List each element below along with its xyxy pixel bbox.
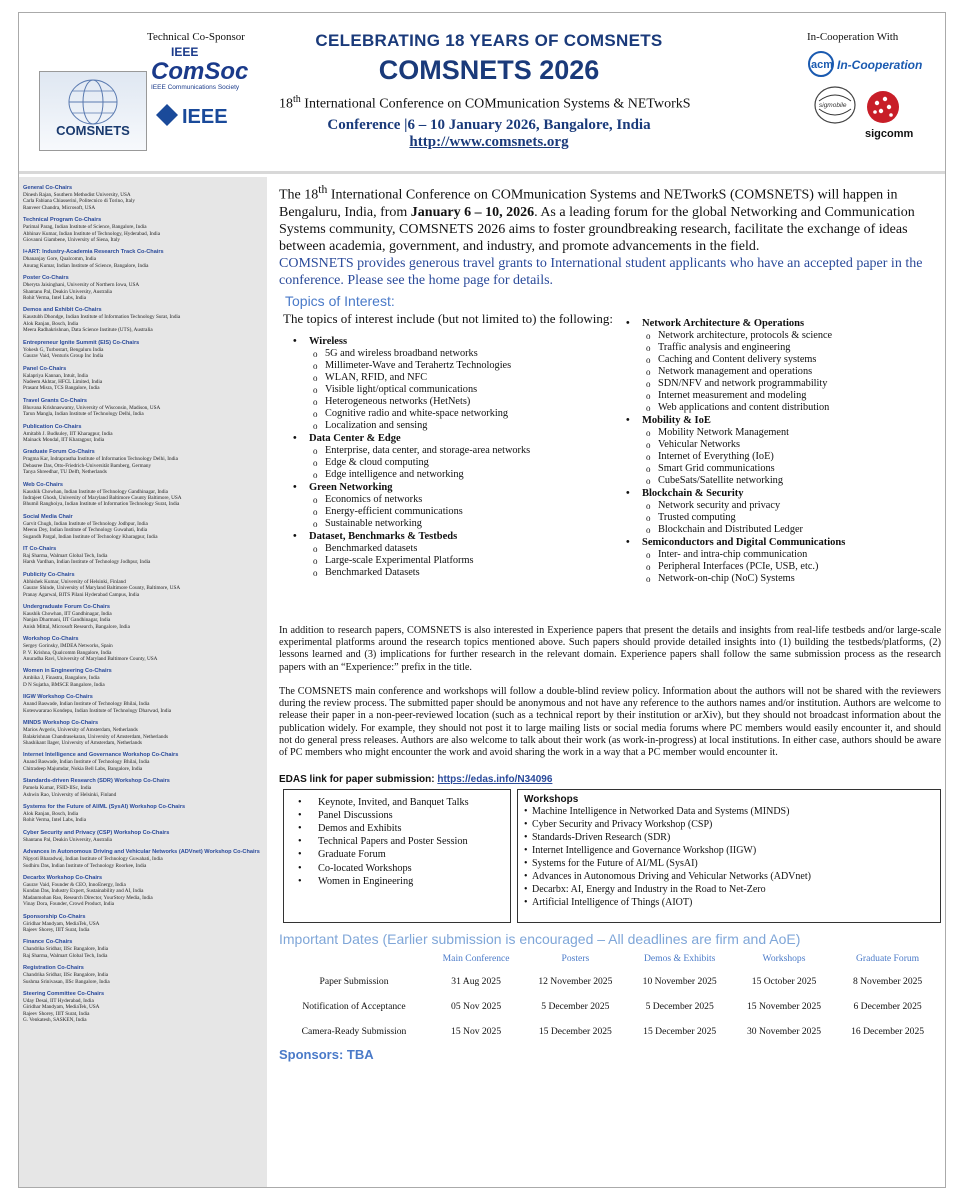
flyer-page xyxy=(18,12,946,1188)
topic-item: o Network security and privacy xyxy=(624,500,944,512)
committee-member: Garvit Chugh, Indian Institute of Technology Jodhpur, India xyxy=(23,520,148,527)
dates-cell: 15 October 2025 xyxy=(751,975,817,987)
topic-item: o WLAN, RFID, and NFC xyxy=(291,372,631,384)
committee-member: Raj Sharma, Walmart Global Tech, India xyxy=(23,952,108,959)
dates-cell: 15 December 2025 xyxy=(538,1025,612,1037)
dates-column-header: Workshops xyxy=(762,952,806,964)
committee-member: Kaushik Chowhan, Indian Institute of Technology Gandhinagar, India xyxy=(23,488,168,495)
committee-member: Amitabh J. Budkuley, IIT Kharagpur, India xyxy=(23,430,113,437)
topic-item: o Internet of Everything (IoE) xyxy=(624,451,944,463)
topic-category: • Green Networking xyxy=(291,481,631,494)
committee-title: Registration Co-Chairs xyxy=(23,965,84,972)
topic-item: o Benchmarked Datasets xyxy=(291,567,631,579)
workshop-item: • Cyber Security and Privacy Workshop (CSP) xyxy=(524,818,940,831)
edas-line xyxy=(279,774,941,785)
committee-member: Pranay Agarwal, BITS Pilani Hyderabad Campus, India xyxy=(23,591,140,598)
committee-member: Yokesh G, Turbostart, Bengaluru India xyxy=(23,346,104,353)
header-divider xyxy=(19,171,946,174)
review-policy-paragraph: The COMSNETS main conference and workshops will follow a double-blind review policy. Information about the authors will not be shared with the reviewers during the review process. The submitted paper should be anonymous and not have any reference to the authors names and/or institution. Authors are welcome to release their paper in a non-peer-reviewed location (such as a technical report by their institution or arXiv), but they should not broadcast information about the publication widely. For example, they should not post it to large mailing lists or social media forums where PC members would easily encounter it, and should not do general press releases. Authors are also welcome to talk about their work (as work-in-progress) at local institutions. In either case, authors should be aware of PC members who might encounter the work and avoid sharing the work in a way that a PC member would encounter it. xyxy=(279,685,941,759)
acm-logo-text: acm xyxy=(811,59,834,71)
committee-group xyxy=(23,778,267,798)
committee-title: Systems for the Future of AI/ML (SysAI) Workshop Co-Chairs xyxy=(23,803,186,810)
committee-title: Entrepreneur Ignite Summit (EIS) Co-Chairs xyxy=(23,339,140,346)
intro-edition-sup: th xyxy=(318,183,328,196)
committee-group xyxy=(23,185,267,211)
committee-title: Publication Co-Chairs xyxy=(23,423,82,430)
committee-title: Decarbx Workshop Co-Chairs xyxy=(23,874,103,881)
topics-heading: Topics of Interest: xyxy=(285,292,395,309)
incoop-label: In-Cooperation With xyxy=(807,31,899,43)
workshop-item: • Decarbx: AI, Energy and Industry in the Road to Net-Zero xyxy=(524,883,940,896)
committee-title: Workshop Co-Chairs xyxy=(23,636,79,643)
dates-column-header: Posters xyxy=(561,952,590,964)
committee-group xyxy=(23,572,267,598)
topic-item: o Visible light/optical communications xyxy=(291,384,631,396)
committee-group xyxy=(23,991,267,1024)
committee-member: Shantanu Pal, Deakin University, Australia xyxy=(23,288,112,295)
dates-cell: 05 Nov 2025 xyxy=(451,1000,502,1012)
committee-group xyxy=(23,804,267,824)
committee-member: G. Venkatesh, SASKEN, India xyxy=(23,1017,87,1024)
committee-group xyxy=(23,720,267,746)
intro-dates: January 6 – 10, 2026 xyxy=(410,204,535,220)
committee-group xyxy=(23,249,267,269)
committee-group xyxy=(23,668,267,688)
committee-group xyxy=(23,914,267,934)
full-name-text: International Conference on COMmunication Systems & NETworkS xyxy=(304,96,691,112)
conference-url-link[interactable]: http://www.comsnets.org xyxy=(409,133,569,150)
topic-item: o Smart Grid communications xyxy=(624,463,944,475)
comsoc-ieee-text: IEEE xyxy=(171,45,199,59)
topic-item: o Network-on-chip (NoC) Systems xyxy=(624,573,944,585)
committee-title: IIGW Workshop Co-Chairs xyxy=(23,694,93,701)
committee-member: Parimal Parag, Indian Institute of Science, Bangalore, India xyxy=(23,224,147,231)
dates-cell: 5 December 2025 xyxy=(645,1000,714,1012)
sigcomm-logo-text: sigcomm xyxy=(865,128,914,140)
comsoc-name-text: ComSoc xyxy=(151,58,249,85)
committee-member: Gaurav Vaid, Founder & CEO, InnoEnergy, India xyxy=(23,881,126,888)
committee-member: Giridhar Mandyam, MediaTek, USA xyxy=(23,1004,100,1011)
committee-group xyxy=(23,546,267,566)
topics-subheading: The topics of interest include (but not limited to) the following: xyxy=(283,310,613,326)
dates-column-header: Main Conference xyxy=(442,952,510,964)
committee-member: Gaurav Shinde, University of Maryland Baltimore County, Baltimore, USA xyxy=(23,585,181,592)
committee-member: Anish Mittal, Microsoft Research, Bangalore, India xyxy=(23,623,130,630)
topic-item: o Millimeter-Wave and Terahertz Technologies xyxy=(291,360,631,372)
dates-row-label: Notification of Acceptance xyxy=(302,1000,406,1012)
committee-member: Pamela Kumar, FSID-IISc, India xyxy=(23,785,92,792)
committee-title: IT Co-Chairs xyxy=(23,546,57,552)
ieee-comsoc-logo xyxy=(149,45,259,93)
committee-member: Ranveer Chandra, Microsoft, USA xyxy=(23,204,96,211)
committee-group xyxy=(23,398,267,418)
committee-member: Anand Baswade, Indian Institute of Technology Bhilai, India xyxy=(23,759,150,766)
workshop-item: • Artificial Intelligence of Things (AIOT) xyxy=(524,896,940,909)
committee-group xyxy=(23,694,267,714)
committee-title: Graduate Forum Co-Chairs xyxy=(23,449,95,456)
sponsors-line: Sponsors: TBA xyxy=(279,1046,374,1062)
important-dates-table xyxy=(279,951,939,1051)
celebrating-banner: CELEBRATING 18 YEARS OF COMSNETS xyxy=(315,31,663,50)
committee-title: Social Media Chair xyxy=(23,513,73,520)
committee-member: Nadeem Akhtar, HFCL Limited, India xyxy=(23,378,103,385)
committee-group xyxy=(23,636,267,662)
event-item: • Panel Discussions xyxy=(294,809,510,822)
committee-member: Balakrishnan Chandrasekaran, University of Amsterdam, Netherlands xyxy=(23,733,169,740)
committee-member: Nanjan Dharmani, IIT Gandhinagar, India xyxy=(23,617,111,624)
intro-edition: 18 xyxy=(304,187,319,203)
committee-title: Women in Engineering Co-Chairs xyxy=(23,668,112,675)
dates-row xyxy=(279,976,939,1001)
committee-member: Anurag Kumar, Indian Institute of Science, Bangalore, India xyxy=(23,262,149,269)
dates-header-row xyxy=(279,951,939,976)
topic-category: • Wireless xyxy=(291,335,631,348)
topic-item: o Edge & cloud computing xyxy=(291,457,631,469)
conference-dates: Conference |6 – 10 January 2026, Bangalore, India xyxy=(327,116,651,133)
committee-member: Alok Ranjan, Bosch, India xyxy=(23,320,79,327)
committee-group xyxy=(23,514,267,540)
committee-member: Mainack Mondal, IIT Kharagpur, India xyxy=(23,436,105,443)
dates-cell: 15 Nov 2025 xyxy=(451,1025,502,1037)
header-center xyxy=(269,31,709,151)
committee-member: Kundan Das, Industry Expert, Sustainability and AI, India xyxy=(23,888,144,895)
committee-group xyxy=(23,307,267,333)
committee-member: Meera Radhakrishnan, Data Science Institute (UTS), Australia xyxy=(23,327,153,334)
conference-full-name xyxy=(279,94,709,113)
workshop-item: • Standards-Driven Research (SDR) xyxy=(524,831,940,844)
topic-item: o Heterogeneous networks (HetNets) xyxy=(291,396,631,408)
topic-item: o Sustainable networking xyxy=(291,518,631,530)
committee-title: Sponsorship Co-Chairs xyxy=(23,913,86,920)
intro-text-b: International Conference on COMmunication Systems and NETworkS (COMSNETS) will happen in Bengaluru, India, from xyxy=(279,187,898,220)
program-boxes xyxy=(279,789,941,927)
committee-group xyxy=(23,849,267,869)
committee-title: General Co-Chairs xyxy=(23,185,73,191)
dates-cell: 15 December 2025 xyxy=(643,1025,717,1037)
committee-member: Pragma Kar, Indraprastha Institute of Information Technology Delhi, India xyxy=(23,456,178,463)
committee-title: Demos and Exhibit Co-Chairs xyxy=(23,307,102,314)
topic-item: o Cognitive radio and white-space networking xyxy=(291,408,631,420)
sigmobile-logo-text: sigmobile xyxy=(819,102,847,109)
committee-member: Dheryta Jaisinghani, University of Northern Iowa, USA xyxy=(23,282,140,289)
event-item: • Women in Engineering xyxy=(294,875,510,888)
committee-member: Rajeev Shorey, IIIT Surat, India xyxy=(23,927,90,933)
topic-item: o Blockchain and Distributed Ledger xyxy=(624,524,944,536)
committee-member: Rohit Verma, Intel Labs, India xyxy=(23,295,87,302)
committee-member: D N Sujatha, BMSCE Bangalore, India xyxy=(23,681,105,688)
dates-cell: 6 December 2025 xyxy=(853,1000,922,1012)
dates-column-header: Demos & Exhibits xyxy=(643,952,716,964)
committee-title: Finance Co-Chairs xyxy=(23,939,73,946)
committee-group xyxy=(23,830,267,843)
committee-title: Internet Intelligence and Governance Workshop Co-Chairs xyxy=(23,752,179,759)
workshops-box xyxy=(517,789,941,923)
events-box xyxy=(283,789,511,923)
committee-member: Abhinav Kumar, Indian Institute of Technology, Hyderabad, India xyxy=(23,230,161,237)
dates-cell: 5 December 2025 xyxy=(541,1000,610,1012)
workshop-item: • Systems for the Future of AI/ML (SysAI) xyxy=(524,857,940,870)
topic-category: • Semiconductors and Digital Communications xyxy=(624,536,944,549)
committee-title: Panel Co-Chairs xyxy=(23,365,67,372)
topic-item: o Mobility Network Management xyxy=(624,427,944,439)
topic-category: • Dataset, Benchmarks & Testbeds xyxy=(291,530,631,543)
committee-group xyxy=(23,965,267,985)
topic-item: o Traffic analysis and engineering xyxy=(624,342,944,354)
committee-member: Sugandh Pargal, Indian Institute of Technology Kharagpur, India xyxy=(23,533,158,540)
event-item: • Demos and Exhibits xyxy=(294,822,510,835)
committee-member: Bhuvana Krishnaswamy, University of Wisconsin, Madison, USA xyxy=(23,404,161,411)
acm-incoop-text: In-Cooperation xyxy=(837,58,923,72)
committee-member: Anand Baswade, Indian Institute of Technology Bhilai, India xyxy=(23,701,150,708)
committee-member: Marios Avgeris, University of Amsterdam, Netherlands xyxy=(23,727,138,734)
committee-group xyxy=(23,482,267,508)
committee-member: Raj Sharma, Walmart Global Tech, India xyxy=(23,553,108,559)
committee-title: Travel Grants Co-Chairs xyxy=(23,397,88,404)
committee-group xyxy=(23,449,267,475)
committee-title: Advances in Autonomous Driving and Vehicular Networks (ADVnet) Workshop Co-Chairs xyxy=(23,849,260,856)
dates-cell: 31 Aug 2025 xyxy=(451,975,501,987)
committee-title: I+ART: Industry-Academia Research Track Co-Chairs xyxy=(23,249,164,256)
sigcomm-logo xyxy=(855,85,915,141)
committee-member: Dinesh Rajan, Southern Methodist University, USA xyxy=(23,192,131,198)
committee-group xyxy=(23,424,267,444)
committee-member: Shantanu Pal, Deakin University, Australia xyxy=(23,836,112,843)
committee-member: Chandrika Sridhar, IISc Bangalore, India xyxy=(23,972,109,979)
event-item: • Keynote, Invited, and Banquet Talks xyxy=(294,796,510,809)
committee-sidebar xyxy=(19,177,267,1188)
comsnets-logo xyxy=(39,71,147,151)
committee-title: Publicity Co-Chairs xyxy=(23,571,75,578)
topic-item: o Caching and Content delivery systems xyxy=(624,354,944,366)
committee-member: Dhananjay Gore, Qualcomm, India xyxy=(23,256,97,263)
committee-member: Chandrika Sridhar, IISc Bangalore, India xyxy=(23,946,109,953)
committee-member: Kaushik Chowhan, IIT Gandhinagar, India xyxy=(23,611,112,618)
committee-group xyxy=(23,875,267,908)
committee-member: Gaurav Vaid, Venturis Group Inc India xyxy=(23,353,104,360)
committee-group xyxy=(23,752,267,772)
dates-row-label: Paper Submission xyxy=(319,975,389,987)
dates-row xyxy=(279,1001,939,1026)
topic-item: o Vehicular Networks xyxy=(624,439,944,451)
comsoc-sub-text: IEEE Communications Society xyxy=(151,84,240,91)
tech-cosponsor-label: Technical Co-Sponsor xyxy=(147,31,245,43)
committee-member: Alok Ranjan, Bosch, India xyxy=(23,810,79,817)
workshop-item: • Machine Intelligence in Networked Data and Systems (MINDS) xyxy=(524,805,940,818)
committee-member: P. V. Krishna, Qualcomm Bangalore, India xyxy=(23,649,112,656)
committee-member: Koteswararao Kondepu, Indian Institute of Technology Dharwad, India xyxy=(23,707,172,714)
committee-member: Anuradha Ravi, University of Maryland Baltimore County, USA xyxy=(23,656,158,663)
event-item: • Graduate Forum xyxy=(294,848,510,861)
committee-group xyxy=(23,275,267,301)
committee-title: MINDS Workshop Co-Chairs xyxy=(23,720,99,727)
committee-member: Kaustubh Dhondge, Indian Institute of Information Technology Surat, India xyxy=(23,314,181,321)
ieee-logo-text: IEEE xyxy=(182,106,228,127)
conference-title: COMSNETS 2026 xyxy=(378,55,600,85)
committee-member: Giovanni Giambene, University of Siena, Italy xyxy=(23,237,120,244)
committee-title: Steering Committee Co-Chairs xyxy=(23,991,105,998)
dates-corner-cell xyxy=(279,951,429,976)
committee-member: Sushma Srinivasan, IISc Bangalore, India xyxy=(23,978,110,985)
edas-link[interactable]: https://edas.info/N34096 xyxy=(437,773,553,785)
committee-group xyxy=(23,340,267,360)
sigmobile-logo xyxy=(811,85,861,127)
committee-member: Madanmohan Rao, Research Director, YourStory Media, India xyxy=(23,894,153,901)
topic-category: • Network Architecture & Operations xyxy=(624,317,944,330)
committee-member: Indrajeet Ghosh, University of Maryland Baltimore County Baltimore, USA xyxy=(23,494,182,501)
ieee-diamond-icon xyxy=(156,104,178,126)
committee-group xyxy=(23,366,267,392)
committee-group xyxy=(23,604,267,630)
topic-item: o CubeSats/Satellite networking xyxy=(624,475,944,487)
committee-member: Sergey Gorinsky, IMDEA Networks, Spain xyxy=(23,643,113,650)
topic-item: o Peripheral Interfaces (PCIe, USB, etc.) xyxy=(624,561,944,573)
ieee-logo xyxy=(155,103,245,127)
dates-cell: 16 December 2025 xyxy=(851,1025,925,1037)
committee-member: Ashwin Rao, University of Helsinki, Finland xyxy=(23,791,117,798)
dates-cell: 8 November 2025 xyxy=(852,975,923,987)
committee-member: Tanya Shreedhar, TU Delft, Netherlands xyxy=(23,469,107,476)
comsnets-logo-text: COMSNETS xyxy=(56,123,130,138)
dates-cell: 15 November 2025 xyxy=(746,1000,822,1012)
topic-item: o Large-scale Experimental Platforms xyxy=(291,555,631,567)
committee-title: Poster Co-Chairs xyxy=(23,275,69,282)
topic-item: o Inter- and intra-chip communication xyxy=(624,549,944,561)
topic-item: o Internet measurement and modeling xyxy=(624,390,944,402)
committee-member: Shashikant Ilager, University of Amsterdam, Netherlands xyxy=(23,739,142,746)
committee-title: Undergraduate Forum Co-Chairs xyxy=(23,604,111,611)
committee-member: Bhumil Ranghoiya, Indian Institute of Information Technology Surat, India xyxy=(23,501,180,508)
topic-item: o Benchmarked datasets xyxy=(291,543,631,555)
event-item: • Technical Papers and Poster Session xyxy=(294,835,510,848)
topic-category: • Mobility & IoE xyxy=(624,414,944,427)
travel-grant-paragraph: COMSNETS provides generous travel grants to International student applicants who have an accepted paper in the conference. Please see the home page for details. xyxy=(279,255,923,288)
topic-item: o Network management and operations xyxy=(624,366,944,378)
topic-item: o 5G and wireless broadband networks xyxy=(291,348,631,360)
committee-member: Giridhar Mandyam, MediaTek, USA xyxy=(23,920,100,927)
topic-item: o Economics of networks xyxy=(291,494,631,506)
committee-member: Harsh Vardhan, Indian Institute of Technology Jodhpur, India xyxy=(23,559,151,566)
topic-item: o Edge intelligence and networking xyxy=(291,469,631,481)
committee-title: Technical Program Co-Chairs xyxy=(23,217,102,224)
topic-category: • Data Center & Edge xyxy=(291,432,631,445)
edition-suffix: th xyxy=(293,94,301,105)
topic-item: o SDN/NFV and network programmability xyxy=(624,378,944,390)
committee-member: Vinay Dora, Founder, Crowd Product, India xyxy=(23,901,115,908)
topic-item: o Trusted computing xyxy=(624,512,944,524)
acm-logo xyxy=(807,49,927,79)
committee-member: Carla Fabiana Chiasserini, Politecnico di Torino, Italy xyxy=(23,198,135,205)
edas-label: EDAS link for paper submission: xyxy=(279,773,438,785)
workshop-item: • Internet Intelligence and Governance Workshop (IIGW) xyxy=(524,844,940,857)
committee-member: Meenu Dey, Indian Institute of Technology Guwahati, India xyxy=(23,527,148,534)
main-content xyxy=(279,181,941,1062)
topic-category: • Blockchain & Security xyxy=(624,487,944,500)
topic-item: o Localization and sensing xyxy=(291,420,631,432)
globe-icon xyxy=(40,76,146,128)
topic-item: o Network architecture, protocols & science xyxy=(624,330,944,342)
event-item: • Co-located Workshops xyxy=(294,862,510,875)
committee-member: Rajeev Shorey, IIIT Surat, India xyxy=(23,1010,90,1017)
intro-text-a: The xyxy=(279,187,305,203)
important-dates-heading: Important Dates (Earlier submission is encouraged – All deadlines are firm and AoE) xyxy=(279,930,801,947)
edition-number: 18 xyxy=(279,96,293,112)
committee-member: Chitradeep Majumdar, Nokia Bell Labs, Bangalore, India xyxy=(23,765,143,772)
intro-text-c: . As a leading forum for the global Networking and Communication Systems community, COMSNETS 2026 aims to foster groundbreaking research, facilitate the exchange of ideas between academia, government, and industry, and promote advancements in the field. xyxy=(279,204,915,254)
topic-item: o Energy-efficient communications xyxy=(291,506,631,518)
committee-member: Sudhiru Das, Indian Institute of Technology Roorkee, India xyxy=(23,862,147,869)
dates-row-label: Camera-Ready Submission xyxy=(301,1025,407,1037)
workshop-item: • Advances in Autonomous Driving and Vehicular Networks (ADVnet) xyxy=(524,870,940,883)
dates-cell: 12 November 2025 xyxy=(538,975,613,987)
committee-member: Rohit Verma, Intel Labs, India xyxy=(23,817,87,824)
header xyxy=(19,13,946,179)
committee-member: Ambika J, Finastra, Bangalore, India xyxy=(23,675,100,682)
workshops-heading: Workshops xyxy=(524,793,579,805)
dates-column-header: Graduate Forum xyxy=(856,952,920,964)
dates-cell: 10 November 2025 xyxy=(642,975,717,987)
experience-paragraph: In addition to research papers, COMSNETS is also interested in Experience papers that present the details and insights from real-life testbeds and/or large-scale experimental platforms around the research topics mentioned above. Such papers should provide detailed insights into (1) building the testbeds/platforms, (2) lessons learned and (3) implications for further research in the relevant domain. Experience papers shall follow the same submission process as the research papers with an “Experience:” prefix in the title. xyxy=(279,624,941,673)
committee-title: Cyber Security and Privacy (CSP) Workshop Co-Chairs xyxy=(23,829,170,836)
committee-member: Nipyoti Bharadwaj, Indian Institute of Technology Guwahati, India xyxy=(23,856,163,863)
committee-member: Kalapriya Kannan, Intuit, India xyxy=(23,372,88,379)
intro-paragraph xyxy=(279,181,941,255)
committee-member: Uday Desai, IIT Hyderabad, India xyxy=(23,998,94,1005)
committee-group xyxy=(23,939,267,959)
committee-group xyxy=(23,217,267,243)
committee-member: Debasree Das, Otto-Friedrich-Universität Bamberg, Germany xyxy=(23,462,152,469)
committee-member: Tarun Mangla, Indian Institute of Technology Delhi, India xyxy=(23,411,144,418)
committee-member: Prasant Misra, TCS Bangalore, India xyxy=(23,385,100,392)
committee-title: Web Co-Chairs xyxy=(23,481,63,488)
topics-right-column xyxy=(624,317,944,585)
topic-item: o Enterprise, data center, and storage-area networks xyxy=(291,445,631,457)
topic-item: o Web applications and content distribution xyxy=(624,402,944,414)
committee-title: Standards-driven Research (SDR) Workshop Co-Chairs xyxy=(23,778,170,785)
topics-left-column xyxy=(291,335,631,579)
committee-member: Abhishek Kumar, University of Helsinki, Finland xyxy=(23,578,126,585)
dates-cell: 30 November 2025 xyxy=(746,1025,822,1037)
